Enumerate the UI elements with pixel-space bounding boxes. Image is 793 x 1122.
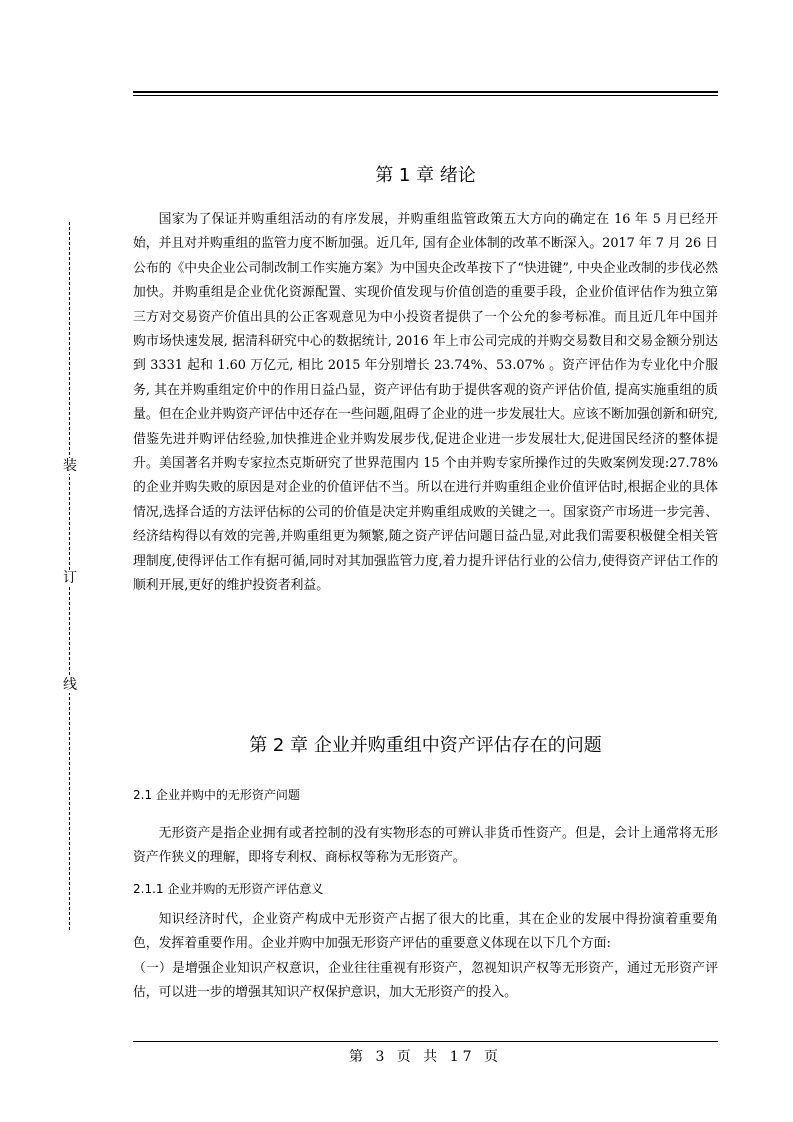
gutter-char-zhuang: 装	[63, 458, 77, 474]
chapter-1-paragraph: 国家为了保证并购重组活动的有序发展，并购重组监管政策五大方向的确定在 16 年 5 月已经开始，并且对并购重组的监管力度不断加强。近几年, 国有企业体制的改革不断深入。2017 年 7 月 26 日公布的《中央企业公司制改制工作实施方案》为中国央企改革按下了“快进键”, 中央企业改制的步伐必然加快。并购重组是企业优化资源配置、实现价值发现与价值创造的重要手段，企业价值评估作为独立第三方对交易资产价值出具的公正客观意见为中小投资者提供了一个公允的参考标准。而且近几年中国并购市场快速发展, 据清科研究中心的数据统计, 2016 年上市公司完成的并购交易数目和交易金额分别达到 3331 起和 1.60 万亿元, 相比 2015 年分别增长 23.74%、53.07% 。资产评估作为专业化中介服务, 其在并购重组定价中的作用日益凸显，资产评估有助于提供客观的资产评估价值, 提高实施重组的质量。但在企业并购资产评估中还存在一些问题,阻碍了企业的进一步发展壮大。应该不断加强创新和研究,借鉴先进并购评估经验,加快推进企业并购发展步伐,促进企业进一步发展壮大,促进国民经济的整体提升。美国著名并购专家拉杰克斯研究了世界范围内 15 个由并购专家所操作过的失败案例发现:27.78%的企业并购失败的原因是对企业的价值评估不当。所以在进行并购重组企业价值评估时,根据企业的具体情况,选择合适的方法评估标的公司的价值是决定并购重组成败的关键之一。国家资产市场进一步完善、经济结构得以有效的完善,并购重组更为频繁,随之资产评估问题日益凸显,对此我们需要积极健全相关管理制度,使得评估工作有据可循,同时对其加强监管力度,着力提升评估行业的公信力,使得资产评估工作的顺利开展,更好的维护投资者利益。	[133, 212, 718, 594]
section-2-1-1-title: 2.1.1 企业并购的无形资产评估意义	[133, 882, 324, 896]
gutter-char-ding: 订	[63, 570, 77, 586]
header-rule-top	[133, 91, 718, 93]
section-2-1-paragraph: 无形资产是指企业拥有或者控制的没有实物形态的可辨认非货币性资产。但是，会计上通常将无形资产作狭义的理解，即将专利权、商标权等称为无形资产。	[133, 826, 718, 866]
section-2-1-title: 2.1 企业并购中的无形资产问题	[133, 788, 300, 802]
header-rule-bottom	[133, 95, 718, 96]
page-number: 第 3 页 共 17 页	[349, 1049, 502, 1065]
chapter-1-title: 第 1 章 绪论	[375, 165, 476, 186]
gutter-char-xian: 线	[63, 677, 77, 693]
footer-rule	[133, 1041, 718, 1042]
section-2-1-1-paragraph: 知识经济时代，企业资产构成中无形资产占据了很大的比重，其在企业的发展中得扮演着重要角色，发挥着重要作用。企业并购中加强无形资产评估的重要意义体现在以下几个方面:	[133, 912, 718, 952]
chapter-2-title: 第 2 章 企业并购重组中资产评估存在的问题	[249, 735, 602, 756]
section-2-1-1-item-1: （一）是增强企业知识产权意识，企业往往重视有形资产，忽视知识产权等无形资产，通过无形资产评估，可以进一步的增强其知识产权保护意识，加大无形资产的投入。	[133, 961, 718, 1001]
